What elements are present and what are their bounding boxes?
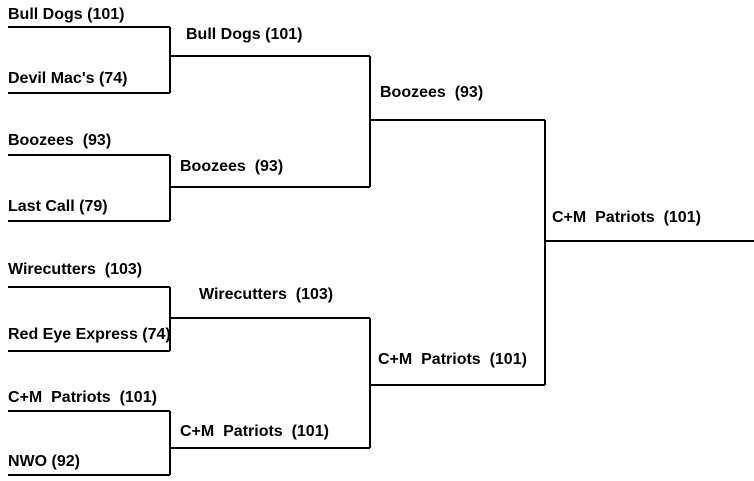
r1-team-4: Last Call (79) (8, 198, 108, 215)
r1-team-5: Wirecutters (103) (8, 261, 143, 278)
r3-team-1: Boozees (93) (380, 84, 484, 101)
r1-team-6: Red Eye Express (74) (8, 326, 171, 343)
r2-team-2: Boozees (93) (180, 158, 284, 175)
champion-team: C+M Patriots (101) (552, 209, 701, 226)
r1-team-7: C+M Patriots (101) (8, 389, 157, 406)
r1-team-2: Devil Mac's (74) (8, 70, 128, 87)
r2-team-4: C+M Patriots (101) (180, 423, 329, 440)
r2-team-1: Bull Dogs (101) (186, 26, 303, 43)
r2-team-3: Wirecutters (103) (199, 286, 334, 303)
r1-team-1: Bull Dogs (101) (8, 6, 125, 23)
r1-team-3: Boozees (93) (8, 132, 112, 149)
r1-team-8: NWO (92) (8, 453, 80, 470)
r3-team-2: C+M Patriots (101) (378, 351, 527, 368)
